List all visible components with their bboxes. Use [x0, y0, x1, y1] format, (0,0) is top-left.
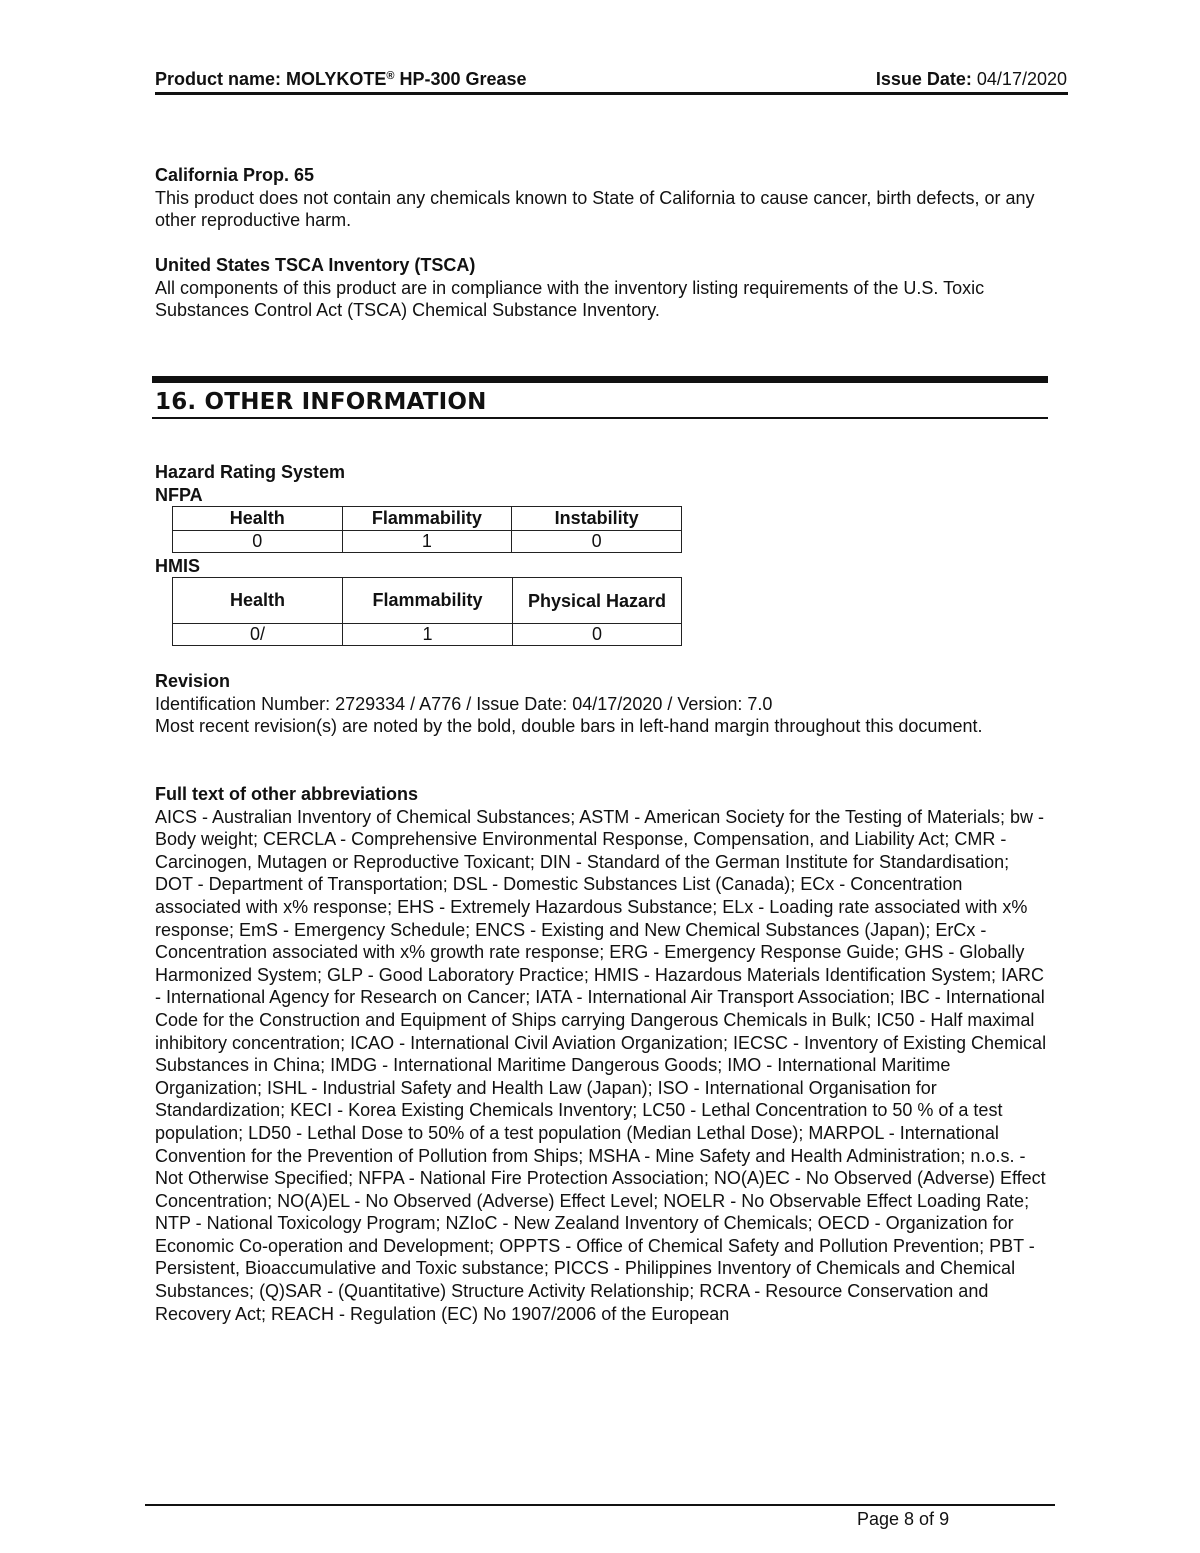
hmis-value-row — [173, 624, 682, 646]
nfpa-value-row — [173, 531, 682, 553]
hmis-value-physical-hazard: 0 — [513, 624, 682, 646]
issue-date-value: 04/17/2020 — [971, 69, 1067, 89]
nfpa-value-flammability: 1 — [342, 531, 512, 553]
california-prop65-text: This product does not contain any chemicals known to State of California to cause cancer, birth defects, or any other reproductive harm. — [155, 187, 1035, 231]
tsca-text: All components of this product are in compliance with the inventory listing requirements of the U.S. Toxic Substances Control Act (TSCA) Chemical Substance Inventory. — [155, 277, 985, 321]
footer-divider — [145, 1504, 1055, 1506]
nfpa-header-health: Health — [173, 507, 343, 531]
nfpa-header-row — [173, 507, 682, 531]
nfpa-header-flammability: Flammability — [342, 507, 512, 531]
abbreviations-heading: Full text of other abbreviations — [155, 784, 419, 804]
registered-mark: ® — [386, 70, 395, 82]
abbreviations-text: AICS - Australian Inventory of Chemical Substances; ASTM - American Society for the Testing of Materials; bw - Body weight; CERCLA - Comprehensive Environmental Response, Compensation, and Liability Act; CMR - Carcinogen, Mutagen or Reproductive Toxicant; DIN - Standard of the German Institute for Standardisation; DOT - Department of Transportation; DSL - Domestic Substances List (Canada); ECx - Concentration associated with x% response; EHS - Extremely Hazardous Substance; ELx - Loading rate associated with x% response; EmS - Emergency Schedule; ENCS - Existing and New Chemical Substances (Japan); ErCx - Concentration associated with x% growth rate response; ERG - Emergency Response Guide; GHS - Globally Harmonized System; GLP - Good Laboratory Practice; HMIS - Hazardous Materials Identification System; IARC - International Agency for Research on Cancer; IATA - International Air Transport Association; IBC - International Code for the Construction and Equipment of Ships carrying Dangerous Chemicals in Bulk; IC50 - Half maximal inhibitory concentration; ICAO - International Civil Aviation Organization; IECSC - Inventory of Existing Chemical Substances in China; IMDG - International Maritime Dangerous Goods; IMO - International Maritime Organization; ISHL - Industrial Safety and Health Law (Japan); ISO - International Organisation for Standardization; KECI - Korea Existing Chemicals Inventory; LC50 - Lethal Concentration to 50 % of a test population; LD50 - Lethal Dose to 50% of a test population (Median Lethal Dose); MARPOL - International Convention for the Prevention of Pollution from Ships; MSHA - Mine Safety and Health Administration; n.o.s. - Not Otherwise Specified; NFPA - National Fire Protection Association; NO(A)EC - No Observed (Adverse) Effect Concentration; NO(A)EL - No Observed (Adverse) Effect Level; NOELR - No Observable Effect Loading Rate; NTP - National Toxicology Program; NZIoC - New Zealand Inventory of Chemicals; OECD - Organization for Economic Co-operation and Development; OPPTS - Office of Chemical Safety and Pollution Prevention; PBT - Persistent, Bioaccumulative and Toxic substance; PICCS - Philippines Inventory of Chemicals and Chemical Substances; (Q)SAR - (Quantitative) Structure Activity Relationship; RCRA - Resource Conservation and Recovery Act; REACH - Regulation (EC) No 1907/2006 of the European — [155, 806, 1047, 1324]
tsca-heading: United States TSCA Inventory (TSCA) — [155, 255, 476, 275]
revision-heading: Revision — [155, 671, 231, 691]
hmis-label: HMIS — [155, 556, 200, 576]
hmis-header-physical-hazard: Physical Hazard — [513, 578, 682, 624]
revision-id-line: Identification Number: 2729334 / A776 / Issue Date: 04/17/2020 / Version: 7.0 — [155, 693, 773, 714]
hmis-value-flammability: 1 — [343, 624, 513, 646]
tsca-section — [155, 254, 1065, 322]
hmis-header-health: Health — [173, 578, 343, 624]
revision-section — [155, 670, 1035, 738]
hmis-header-flammability: Flammability — [343, 578, 513, 624]
section-top-rule — [152, 376, 1048, 383]
page-number: Page 8 of 9 — [857, 1509, 950, 1529]
header-divider — [155, 92, 1068, 95]
hazard-rating-heading: Hazard Rating System — [155, 462, 346, 482]
nfpa-value-health: 0 — [173, 531, 343, 553]
abbreviations-section — [155, 783, 1050, 1325]
product-name-suffix: HP-300 Grease — [394, 69, 527, 89]
nfpa-table — [172, 506, 682, 553]
hmis-header-row — [173, 578, 682, 624]
hmis-value-health: 0/ — [173, 624, 343, 646]
california-prop65-section — [155, 164, 1065, 232]
issue-date — [876, 69, 1067, 90]
product-name — [155, 69, 527, 90]
revision-note: Most recent revision(s) are noted by the bold, double bars in left-hand margin throughout this document. — [155, 716, 983, 737]
nfpa-header-instability: Instability — [512, 507, 682, 531]
california-prop65-heading: California Prop. 65 — [155, 165, 315, 185]
hmis-table — [172, 577, 682, 646]
product-name-label: Product name: MOLYKOTE — [155, 69, 387, 89]
issue-date-label: Issue Date: — [875, 69, 972, 89]
section-16-title: 16. OTHER INFORMATION — [155, 389, 487, 415]
nfpa-label: NFPA — [155, 485, 203, 505]
nfpa-value-instability: 0 — [512, 531, 682, 553]
section-bottom-rule — [152, 417, 1048, 419]
